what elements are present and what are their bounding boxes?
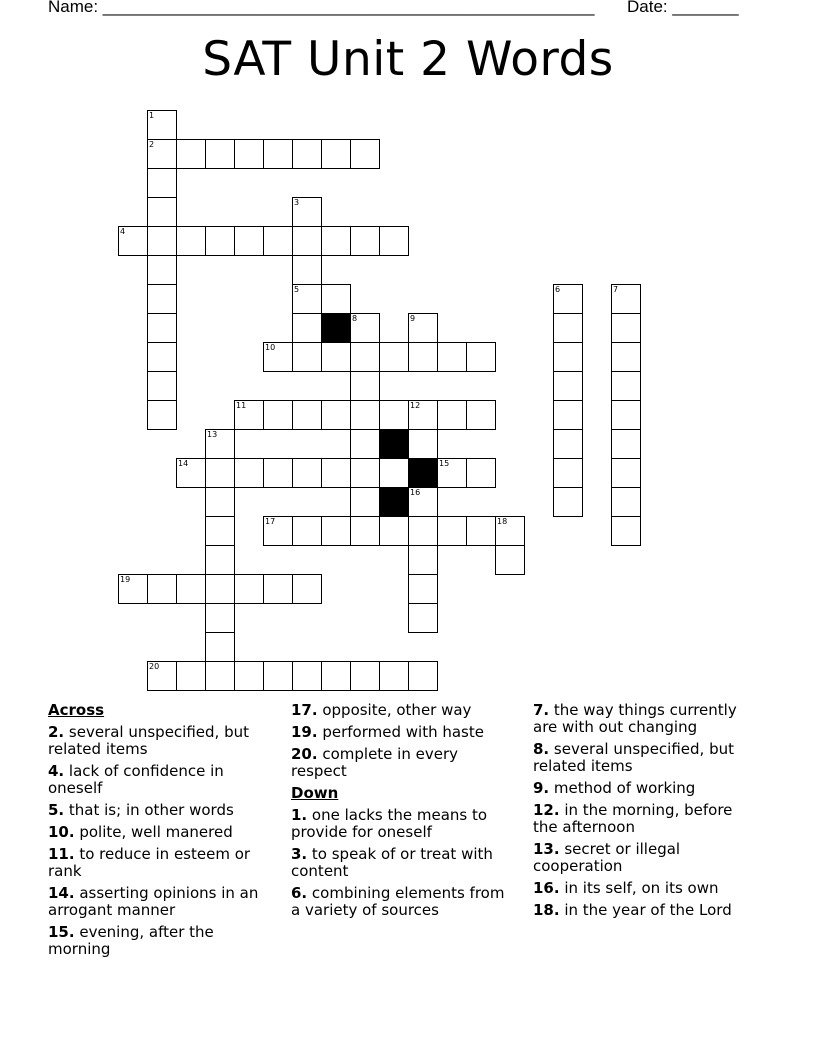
grid-cell[interactable] <box>611 516 641 546</box>
cell-number: 18 <box>497 517 508 526</box>
grid-cell[interactable] <box>466 342 496 372</box>
grid-cell[interactable] <box>350 458 380 488</box>
clue-text: complete in every respect <box>291 745 458 780</box>
clue-number: 12. <box>533 801 560 819</box>
grid-cell[interactable] <box>611 342 641 372</box>
grid-cell[interactable] <box>408 342 438 372</box>
clue-number: 4. <box>48 762 65 780</box>
grid-cell[interactable] <box>205 487 235 517</box>
cell-number: 1 <box>149 111 155 120</box>
clue-number: 15. <box>48 923 75 941</box>
clue-number: 10. <box>48 823 75 841</box>
clue-item <box>533 902 759 919</box>
grid-cell[interactable] <box>205 226 235 256</box>
grid-cell[interactable] <box>263 342 293 372</box>
cell-number: 8 <box>352 314 358 323</box>
clue-number: 8. <box>533 740 550 758</box>
clue-column-3 <box>533 702 759 924</box>
grid-cell[interactable] <box>321 284 351 314</box>
grid-cell[interactable] <box>408 313 438 343</box>
clue-item <box>533 802 759 836</box>
grid-cell[interactable] <box>118 574 148 604</box>
grid-cell[interactable] <box>176 574 206 604</box>
cell-number: 12 <box>410 401 421 410</box>
grid-cell[interactable] <box>379 226 409 256</box>
grid-cell[interactable] <box>553 313 583 343</box>
grid-cell[interactable] <box>611 284 641 314</box>
clue-text: asserting opinions in an arrogant manner <box>48 884 259 919</box>
grid-cell[interactable] <box>205 516 235 546</box>
grid-cell[interactable] <box>495 545 525 575</box>
cell-number: 16 <box>410 488 421 497</box>
grid-cell[interactable] <box>408 545 438 575</box>
grid-cell[interactable] <box>147 139 177 169</box>
grid-cell[interactable] <box>292 342 322 372</box>
black-cell <box>321 313 351 343</box>
clue-item <box>48 885 274 919</box>
clue-number: 3. <box>291 845 308 863</box>
across-clue-list-continued <box>291 702 517 780</box>
grid-cell[interactable] <box>379 400 409 430</box>
clue-item <box>533 741 759 775</box>
grid-cell[interactable] <box>321 400 351 430</box>
grid-cell[interactable] <box>263 139 293 169</box>
cell-number: 5 <box>294 285 300 294</box>
grid-cell[interactable] <box>205 574 235 604</box>
grid-cell[interactable] <box>379 661 409 691</box>
grid-cell[interactable] <box>611 458 641 488</box>
grid-cell[interactable] <box>176 458 206 488</box>
grid-cell[interactable] <box>234 661 264 691</box>
grid-cell[interactable] <box>321 342 351 372</box>
grid-cell[interactable] <box>234 574 264 604</box>
cell-number: 6 <box>555 285 561 294</box>
grid-cell[interactable] <box>553 487 583 517</box>
cell-number: 20 <box>149 662 160 671</box>
clue-text: in its self, on its own <box>559 879 719 897</box>
grid-cell[interactable] <box>408 400 438 430</box>
cell-number: 11 <box>236 401 247 410</box>
clue-item <box>48 802 274 819</box>
grid-cell[interactable] <box>234 400 264 430</box>
clue-number: 2. <box>48 723 65 741</box>
grid-cell[interactable] <box>147 371 177 401</box>
grid-cell[interactable] <box>147 400 177 430</box>
name-field-label: Name: ____________________________________________________ <box>48 0 595 16</box>
grid-cell[interactable] <box>292 574 322 604</box>
grid-cell[interactable] <box>176 139 206 169</box>
grid-cell[interactable] <box>205 603 235 633</box>
clue-number: 19. <box>291 723 318 741</box>
clue-text: secret or illegal cooperation <box>533 840 681 875</box>
grid-cell[interactable] <box>466 458 496 488</box>
clue-item <box>291 846 517 880</box>
grid-cell[interactable] <box>292 197 322 227</box>
grid-cell[interactable] <box>292 661 322 691</box>
grid-cell[interactable] <box>292 255 322 285</box>
clue-text: several unspecified, but related items <box>533 740 734 775</box>
grid-cell[interactable] <box>408 429 438 459</box>
cell-number: 13 <box>207 430 218 439</box>
grid-cell[interactable] <box>350 516 380 546</box>
grid-cell[interactable] <box>611 400 641 430</box>
clue-item <box>291 885 517 919</box>
grid-cell[interactable] <box>292 458 322 488</box>
grid-cell[interactable] <box>553 458 583 488</box>
cell-number: 10 <box>265 343 276 352</box>
grid-cell[interactable] <box>263 400 293 430</box>
grid-cell[interactable] <box>379 342 409 372</box>
clue-number: 9. <box>533 779 550 797</box>
clue-item <box>48 924 274 958</box>
clue-number: 17. <box>291 701 318 719</box>
clue-text: in the year of the Lord <box>559 901 732 919</box>
clue-number: 1. <box>291 806 308 824</box>
grid-cell[interactable] <box>321 139 351 169</box>
grid-cell[interactable] <box>292 284 322 314</box>
clue-item <box>48 846 274 880</box>
grid-cell[interactable] <box>321 458 351 488</box>
grid-cell[interactable] <box>408 516 438 546</box>
clue-text: to speak of or treat with content <box>291 845 493 880</box>
grid-cell[interactable] <box>611 487 641 517</box>
grid-cell[interactable] <box>350 226 380 256</box>
cell-number: 14 <box>178 459 189 468</box>
clue-column-2 <box>291 702 517 924</box>
clue-item <box>291 746 517 780</box>
clue-item <box>48 824 274 841</box>
grid-cell[interactable] <box>263 226 293 256</box>
grid-cell[interactable] <box>176 226 206 256</box>
grid-cell[interactable] <box>437 342 467 372</box>
grid-cell[interactable] <box>292 516 322 546</box>
clue-column-1 <box>48 702 274 963</box>
black-cell <box>408 458 438 488</box>
grid-cell[interactable] <box>263 516 293 546</box>
grid-cell[interactable] <box>553 371 583 401</box>
clue-text: method of working <box>549 779 696 797</box>
puzzle-title: SAT Unit 2 Words <box>202 32 614 87</box>
date-field-label: Date: _______ <box>627 0 739 16</box>
clue-text: performed with haste <box>317 723 484 741</box>
grid-cell[interactable] <box>147 284 177 314</box>
grid-cell[interactable] <box>437 400 467 430</box>
clue-number: 6. <box>291 884 308 902</box>
grid-cell[interactable] <box>495 516 525 546</box>
black-cell <box>379 487 409 517</box>
grid-cell[interactable] <box>553 284 583 314</box>
grid-cell[interactable] <box>147 110 177 140</box>
grid-cell[interactable] <box>205 139 235 169</box>
clue-number: 13. <box>533 840 560 858</box>
grid-cell[interactable] <box>350 313 380 343</box>
cell-number: 3 <box>294 198 300 207</box>
clue-text: the way things currently are with out changing <box>533 701 737 736</box>
grid-cell[interactable] <box>379 458 409 488</box>
black-cell <box>379 429 409 459</box>
grid-cell[interactable] <box>321 226 351 256</box>
grid-cell[interactable] <box>611 313 641 343</box>
clue-item <box>533 702 759 736</box>
clue-text: one lacks the means to provide for oneself <box>291 806 488 841</box>
grid-cell[interactable] <box>408 487 438 517</box>
grid-cell[interactable] <box>147 255 177 285</box>
clue-item <box>48 763 274 797</box>
grid-cell[interactable] <box>466 516 496 546</box>
grid-cell[interactable] <box>553 342 583 372</box>
clue-text: polite, well manered <box>74 823 233 841</box>
clue-number: 11. <box>48 845 75 863</box>
clue-text: combining elements from a variety of sources <box>291 884 505 919</box>
clue-text: to reduce in esteem or rank <box>48 845 251 880</box>
clue-item <box>291 724 517 741</box>
clue-text: that is; in other words <box>64 801 234 819</box>
grid-cell[interactable] <box>408 603 438 633</box>
clue-text: lack of confidence in oneself <box>48 762 224 797</box>
clue-text: in the morning, before the afternoon <box>533 801 733 836</box>
grid-cell[interactable] <box>147 313 177 343</box>
clue-text: several unspecified, but related items <box>48 723 249 758</box>
grid-cell[interactable] <box>263 574 293 604</box>
grid-cell[interactable] <box>176 661 206 691</box>
grid-cell[interactable] <box>350 661 380 691</box>
cell-number: 15 <box>439 459 450 468</box>
grid-cell[interactable] <box>466 400 496 430</box>
grid-cell[interactable] <box>321 516 351 546</box>
across-clue-list <box>48 724 274 958</box>
grid-cell[interactable] <box>321 661 351 691</box>
clue-item <box>291 807 517 841</box>
grid-cell[interactable] <box>553 429 583 459</box>
grid-cell[interactable] <box>263 661 293 691</box>
clue-number: 18. <box>533 901 560 919</box>
clue-item <box>533 780 759 797</box>
cell-number: 17 <box>265 517 276 526</box>
clue-number: 16. <box>533 879 560 897</box>
cell-number: 9 <box>410 314 416 323</box>
clue-number: 20. <box>291 745 318 763</box>
grid-cell[interactable] <box>292 139 322 169</box>
clue-item <box>48 724 274 758</box>
grid-cell[interactable] <box>147 226 177 256</box>
grid-cell[interactable] <box>147 661 177 691</box>
across-heading: Across <box>48 701 105 719</box>
grid-cell[interactable] <box>292 226 322 256</box>
grid-cell[interactable] <box>379 516 409 546</box>
grid-cell[interactable] <box>205 661 235 691</box>
clue-item <box>291 702 517 719</box>
grid-cell[interactable] <box>234 139 264 169</box>
down-heading: Down <box>291 784 339 802</box>
grid-cell[interactable] <box>408 574 438 604</box>
cell-number: 4 <box>120 227 126 236</box>
grid-cell[interactable] <box>205 429 235 459</box>
grid-cell[interactable] <box>437 458 467 488</box>
grid-cell[interactable] <box>263 458 293 488</box>
down-clue-list-continued <box>533 702 759 919</box>
grid-cell[interactable] <box>147 574 177 604</box>
cell-number: 2 <box>149 140 155 149</box>
clue-text: evening, after the morning <box>48 923 214 958</box>
grid-cell[interactable] <box>234 226 264 256</box>
clue-item <box>533 841 759 875</box>
grid-cell[interactable] <box>292 400 322 430</box>
grid-cell[interactable] <box>437 516 467 546</box>
clue-number: 14. <box>48 884 75 902</box>
grid-cell[interactable] <box>147 197 177 227</box>
grid-cell[interactable] <box>350 429 380 459</box>
clue-item <box>533 880 759 897</box>
grid-cell[interactable] <box>611 371 641 401</box>
grid-cell[interactable] <box>234 458 264 488</box>
grid-cell[interactable] <box>350 487 380 517</box>
grid-cell[interactable] <box>553 400 583 430</box>
grid-cell[interactable] <box>350 139 380 169</box>
grid-cell[interactable] <box>350 342 380 372</box>
grid-cell[interactable] <box>205 545 235 575</box>
grid-cell[interactable] <box>292 313 322 343</box>
grid-cell[interactable] <box>147 168 177 198</box>
grid-cell[interactable] <box>611 429 641 459</box>
clue-number: 5. <box>48 801 65 819</box>
grid-cell[interactable] <box>350 400 380 430</box>
cell-number: 19 <box>120 575 131 584</box>
cell-number: 7 <box>613 285 619 294</box>
grid-cell[interactable] <box>205 458 235 488</box>
down-clue-list <box>291 807 517 919</box>
grid-cell[interactable] <box>205 632 235 662</box>
grid-cell[interactable] <box>350 371 380 401</box>
grid-cell[interactable] <box>147 342 177 372</box>
grid-cell[interactable] <box>118 226 148 256</box>
clue-number: 7. <box>533 701 550 719</box>
clue-text: opposite, other way <box>317 701 472 719</box>
grid-cell[interactable] <box>408 661 438 691</box>
